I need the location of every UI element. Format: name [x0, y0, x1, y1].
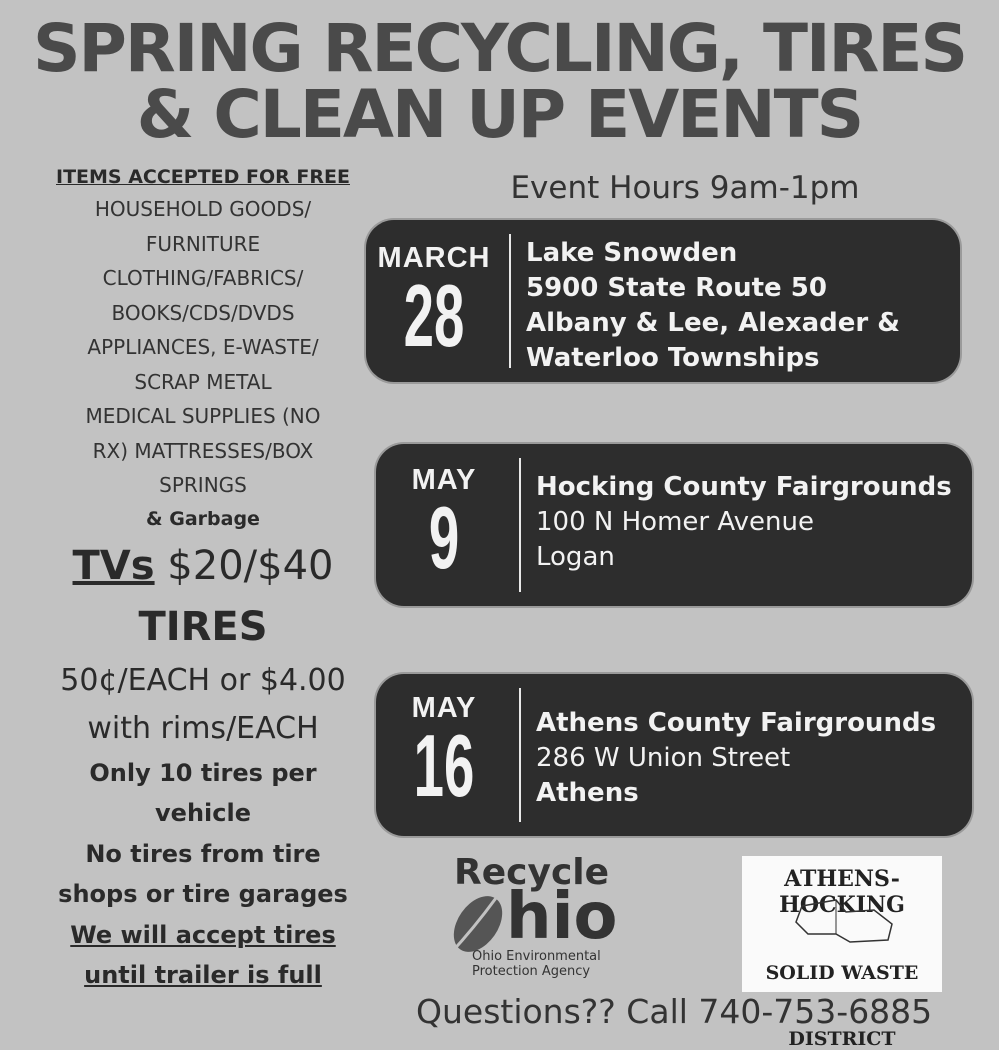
event-city: Logan	[536, 542, 615, 572]
athens-hocking-district-logo	[742, 856, 942, 1050]
agency-line-1: Ohio Environmental	[472, 949, 601, 964]
event-date	[376, 674, 512, 836]
tv-price: $20/$40	[167, 542, 334, 589]
ohio-word: hio	[506, 880, 618, 954]
event-address: 286 W Union Street	[536, 743, 791, 773]
event-location	[536, 470, 954, 575]
poster-title	[0, 10, 999, 153]
tire-note: shops or tire garages	[58, 880, 348, 908]
event-venue: Lake Snowden	[526, 238, 738, 268]
district-name: ATHENS-HOCKING	[779, 866, 905, 918]
event-month: MAY	[411, 464, 477, 496]
tire-note: Only 10 tires per	[89, 758, 317, 787]
county-map-icon	[788, 894, 898, 946]
event-card-march-28	[366, 220, 960, 382]
event-card-may-16	[376, 674, 972, 836]
accepted-heading: ITEMS ACCEPTED FOR FREE	[56, 166, 350, 188]
event-venue: Athens County Fairgrounds	[536, 708, 937, 738]
garbage-label: & Garbage	[146, 507, 260, 530]
leaf-icon	[444, 892, 508, 958]
left-column	[18, 166, 388, 996]
event-month: MAY	[411, 692, 477, 724]
recycle-word: Recycle	[454, 852, 610, 893]
event-divider	[519, 458, 521, 592]
accepted-item: FURNITURE	[145, 231, 261, 256]
event-location	[526, 236, 942, 376]
accepted-item: SPRINGS	[159, 473, 247, 497]
event-townships: Albany & Lee, Alexader &	[526, 308, 900, 338]
event-day: 16	[413, 716, 475, 815]
accepted-item: RX) MATTRESSES/BOX	[92, 438, 314, 463]
tv-label: TVs	[72, 542, 155, 589]
event-city: Athens	[536, 778, 639, 808]
trailer-note-2: until trailer is full	[84, 961, 322, 989]
tire-note: No tires from tire	[85, 839, 321, 868]
event-day: 28	[403, 266, 465, 365]
agency-line-2: Protection Agency	[472, 964, 591, 979]
event-location	[536, 706, 954, 811]
event-townships: Waterloo Townships	[526, 343, 820, 373]
accepted-item: BOOKS/CDS/DVDS	[111, 300, 295, 325]
event-card-may-9	[376, 444, 972, 606]
event-day: 9	[428, 488, 460, 587]
tires-heading: TIRES	[138, 603, 268, 650]
accepted-item: CLOTHING/FABRICS/	[102, 266, 304, 290]
event-date	[366, 220, 502, 382]
recycle-ohio-logo	[438, 852, 638, 979]
trailer-note-1: We will accept tires	[70, 920, 336, 949]
tire-note: vehicle	[155, 799, 251, 827]
event-venue: Hocking County Fairgrounds	[536, 472, 952, 502]
accepted-item: SCRAP METAL	[134, 369, 272, 394]
event-hours: Event Hours 9am-1pm	[510, 170, 860, 206]
district-line-3: DISTRICT	[788, 1028, 896, 1050]
event-date	[376, 444, 512, 606]
event-divider	[509, 234, 511, 368]
accepted-item: HOUSEHOLD GOODS/	[94, 197, 312, 221]
contact-phone: Questions?? Call 740-753-6885	[416, 992, 933, 1031]
title-line-1: SPRING RECYCLING, TIRES	[33, 10, 966, 87]
tire-price-line-1: 50¢/EACH or $4.00	[60, 662, 346, 698]
event-month: MARCH	[377, 242, 491, 274]
tv-pricing	[18, 539, 388, 593]
district-line-2: SOLID WASTE	[765, 962, 919, 984]
event-divider	[519, 688, 521, 822]
accepted-item: APPLIANCES, E-WASTE/	[87, 335, 319, 359]
event-address: 5900 State Route 50	[526, 273, 827, 303]
accepted-item: MEDICAL SUPPLIES (NO	[85, 404, 321, 428]
title-line-2: & CLEAN UP EVENTS	[136, 76, 863, 153]
event-address: 100 N Homer Avenue	[536, 507, 814, 537]
tire-price-line-2: with rims/EACH	[87, 710, 319, 746]
